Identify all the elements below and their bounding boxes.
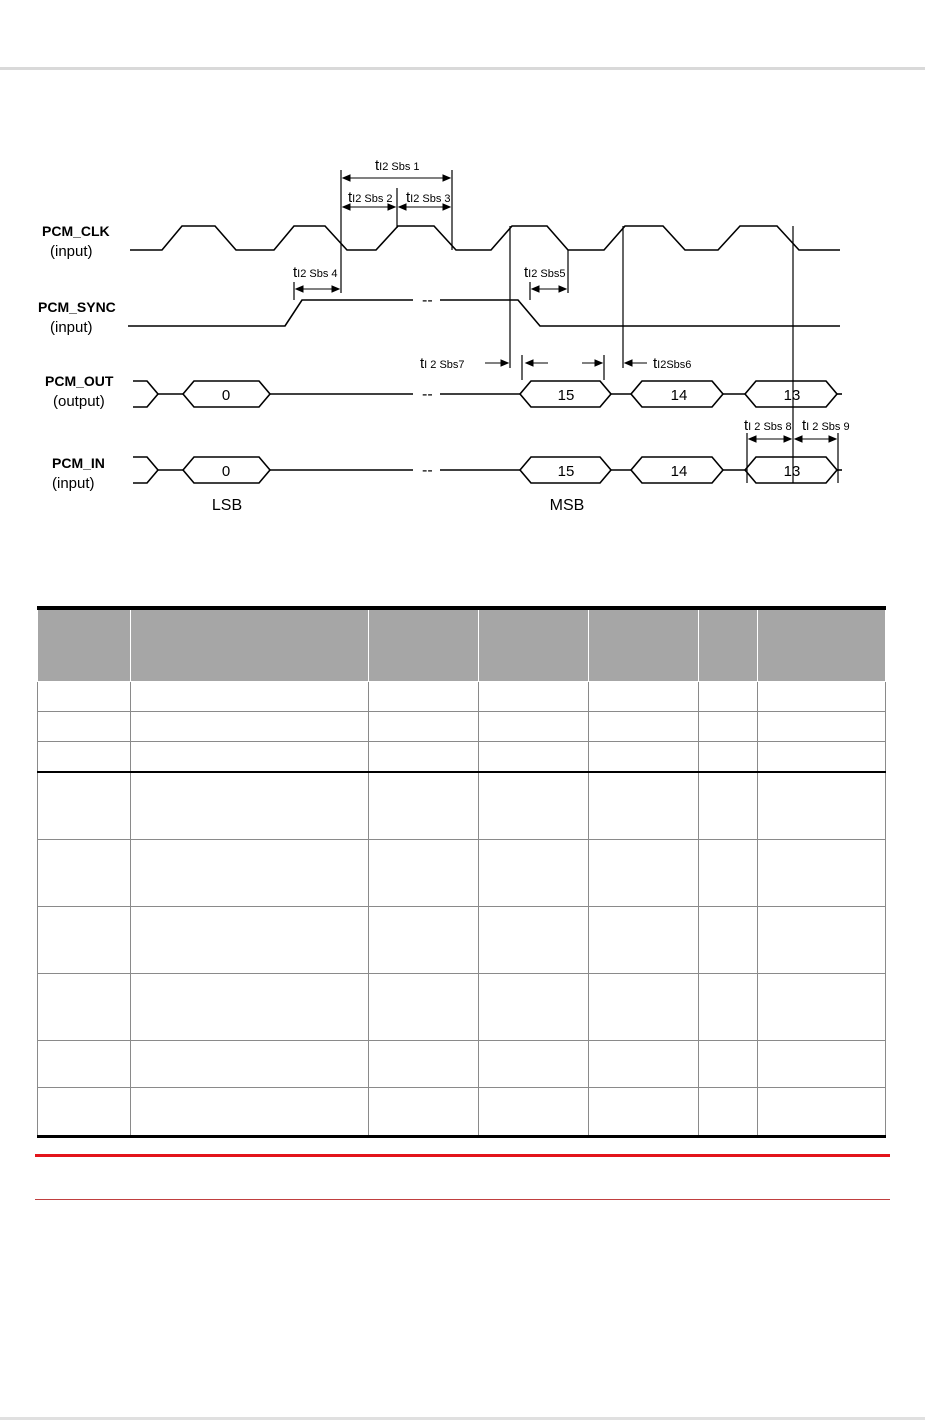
pcm-sync-label: PCM_SYNC xyxy=(38,299,116,315)
t2-label: tI2 Sbs 2 xyxy=(348,189,393,206)
t3-label: tI2 Sbs 3 xyxy=(406,189,451,206)
out-bit-15: 15 xyxy=(557,387,575,404)
table-cell xyxy=(38,742,131,773)
table-cell xyxy=(758,682,886,712)
header-cell xyxy=(758,608,886,682)
header-cell xyxy=(589,608,699,682)
table-row xyxy=(38,682,886,712)
red-divider xyxy=(35,1154,890,1157)
table-row xyxy=(38,840,886,907)
table-cell xyxy=(369,772,479,840)
table-cell xyxy=(131,1041,369,1088)
t9-label: tI 2 Sbs 9 xyxy=(802,417,850,434)
t1-label: tI2 Sbs 1 xyxy=(375,157,420,174)
table-cell xyxy=(38,840,131,907)
table-row xyxy=(38,1041,886,1088)
table-cell xyxy=(699,907,758,974)
header-rule xyxy=(0,67,925,70)
table-cell xyxy=(758,840,886,907)
out-bit-13: 13 xyxy=(783,387,801,404)
table-cell xyxy=(699,682,758,712)
header-cell xyxy=(479,608,589,682)
table-cell xyxy=(369,712,479,742)
table-cell xyxy=(369,682,479,712)
pcm-in-label: PCM_IN xyxy=(52,455,105,471)
table-cell xyxy=(479,712,589,742)
table-cell xyxy=(369,974,479,1041)
msb-label: MSB xyxy=(549,497,585,514)
table-cell xyxy=(479,840,589,907)
table-cell xyxy=(38,682,131,712)
table-cell xyxy=(758,772,886,840)
table-row xyxy=(38,974,886,1041)
table-cell xyxy=(479,907,589,974)
table-cell xyxy=(369,840,479,907)
table-cell xyxy=(699,712,758,742)
table-cell xyxy=(479,974,589,1041)
pcm-out-dir: (output) xyxy=(53,393,105,410)
in-bit-0: 0 xyxy=(221,463,231,480)
table-cell xyxy=(589,772,699,840)
t8-label: tI 2 Sbs 8 xyxy=(744,417,792,434)
table-cell xyxy=(131,907,369,974)
table-cell xyxy=(758,1041,886,1088)
table-cell xyxy=(479,1041,589,1088)
table-cell xyxy=(131,1088,369,1137)
out-bit-14: 14 xyxy=(670,387,688,404)
table-cell xyxy=(479,1088,589,1137)
table-cell xyxy=(38,1088,131,1137)
header-cell xyxy=(699,608,758,682)
table-cell xyxy=(369,1088,479,1137)
table-cell xyxy=(131,772,369,840)
header-cell xyxy=(38,608,131,682)
table-cell xyxy=(38,907,131,974)
table-cell xyxy=(479,772,589,840)
timing-diagram-svg xyxy=(0,140,925,530)
header-cell xyxy=(369,608,479,682)
table-cell xyxy=(699,1041,758,1088)
table-cell xyxy=(38,712,131,742)
pcm-clk-dir: (input) xyxy=(50,243,93,260)
pcm-clk-label: PCM_CLK xyxy=(42,223,110,239)
in-bit-13: 13 xyxy=(783,463,801,480)
table-cell xyxy=(589,742,699,773)
t4-label: tI2 Sbs 4 xyxy=(293,264,338,281)
table-row xyxy=(38,772,886,840)
table-cell xyxy=(369,1041,479,1088)
pcm-sync-waveform xyxy=(128,300,413,326)
table-cell xyxy=(38,974,131,1041)
table-cell xyxy=(699,742,758,773)
table-cell xyxy=(369,907,479,974)
table-cell xyxy=(589,840,699,907)
header-cell xyxy=(131,608,369,682)
page-bottom-rule xyxy=(0,1417,925,1420)
table-cell xyxy=(589,907,699,974)
t5-label: tI2 Sbs5 xyxy=(524,264,566,281)
table-row xyxy=(38,712,886,742)
sync-gap-marker: -- xyxy=(422,292,433,309)
table-cell xyxy=(589,712,699,742)
table-cell xyxy=(131,742,369,773)
pcm-timing-diagram xyxy=(0,140,925,530)
table-cell xyxy=(758,907,886,974)
table-cell xyxy=(38,772,131,840)
pcm-sync-dir: (input) xyxy=(50,319,93,336)
table-cell xyxy=(758,974,886,1041)
in-bit-15: 15 xyxy=(557,463,575,480)
table-cell xyxy=(131,974,369,1041)
table-cell xyxy=(369,742,479,773)
t7-label: tI 2 Sbs7 xyxy=(420,355,465,372)
table-row xyxy=(38,742,886,773)
lsb-label: LSB xyxy=(211,497,243,514)
t6-label: tI2Sbs6 xyxy=(653,355,692,372)
table-cell xyxy=(479,682,589,712)
table-cell xyxy=(699,840,758,907)
table-cell xyxy=(699,1088,758,1137)
pcm-in-dir: (input) xyxy=(52,475,95,492)
table-cell xyxy=(131,682,369,712)
table-cell xyxy=(479,742,589,773)
table-cell xyxy=(589,682,699,712)
pcm-clk-waveform xyxy=(130,226,840,250)
out-bit-0: 0 xyxy=(221,387,231,404)
timing-parameters-table xyxy=(37,606,886,1138)
table-cell xyxy=(758,742,886,773)
out-gap-marker: -- xyxy=(422,386,433,403)
table-cell xyxy=(589,1088,699,1137)
pcm-out-label: PCM_OUT xyxy=(45,373,114,389)
table-cell xyxy=(699,974,758,1041)
table-cell xyxy=(589,974,699,1041)
table-cell xyxy=(131,712,369,742)
pcm-in-bus xyxy=(133,457,842,483)
pcm-sync-waveform-2 xyxy=(440,300,840,326)
table-cell xyxy=(131,840,369,907)
table-cell xyxy=(758,712,886,742)
pcm-out-bus xyxy=(133,381,842,407)
table-row xyxy=(38,907,886,974)
table-header-row xyxy=(38,608,886,682)
table-row xyxy=(38,1088,886,1137)
in-bit-14: 14 xyxy=(670,463,688,480)
table-cell xyxy=(589,1041,699,1088)
table-cell xyxy=(699,772,758,840)
footer-divider xyxy=(35,1199,890,1200)
in-gap-marker: -- xyxy=(422,462,433,479)
table-cell xyxy=(758,1088,886,1137)
table-cell xyxy=(38,1041,131,1088)
